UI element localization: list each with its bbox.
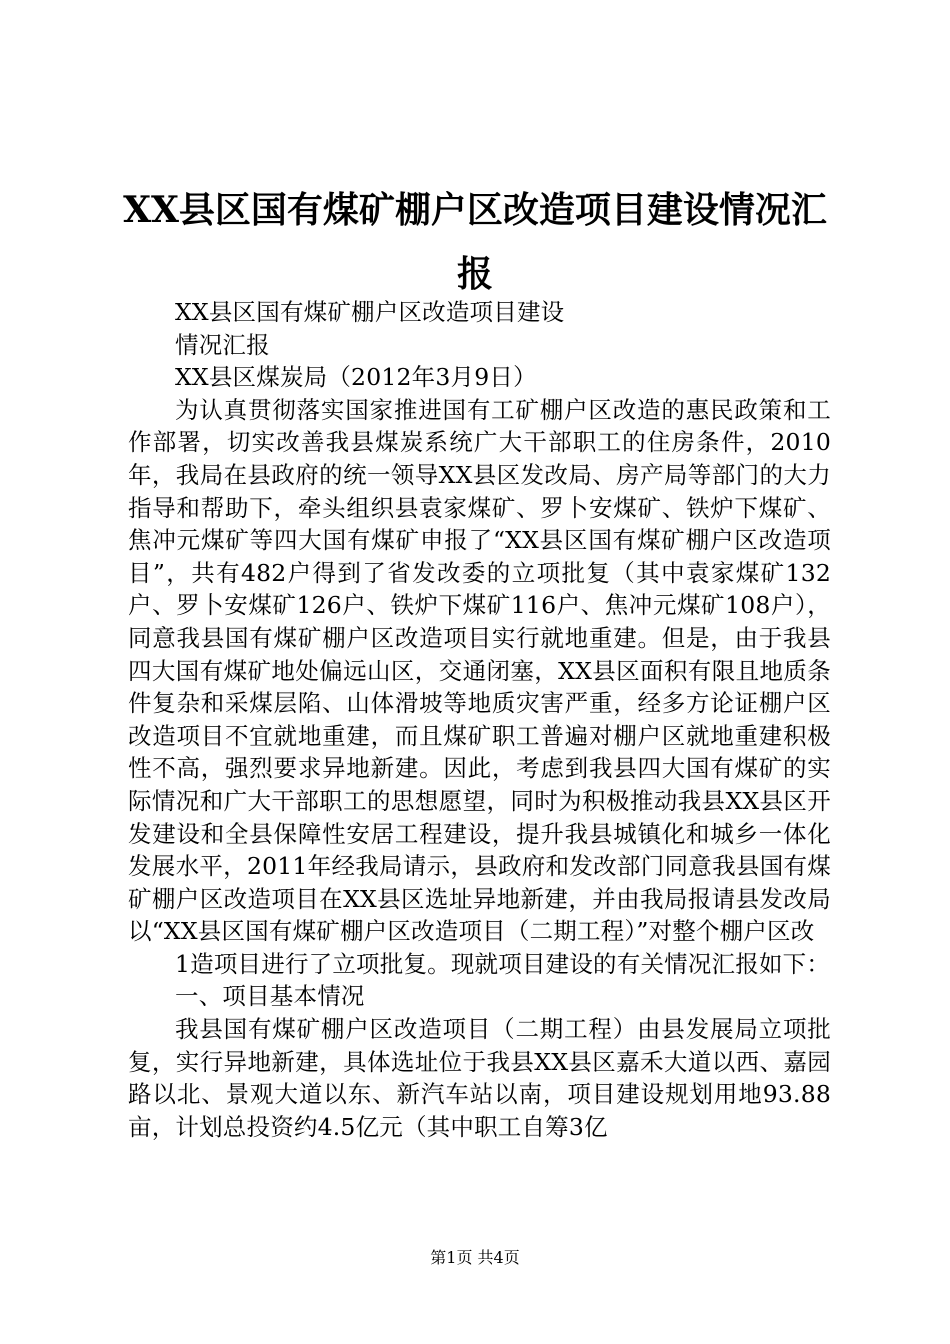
page-footer: 第1页 共4页 bbox=[430, 1248, 520, 1267]
paragraph-author-date: XX县区煤炭局（2012年3月9日） bbox=[175, 363, 537, 392]
paragraph-intro-continued: 1造项目进行了立项批复。现就项目建设的有关情况汇报如下： bbox=[175, 949, 831, 978]
paragraph-subtitle-line2: 情况汇报 bbox=[175, 330, 270, 359]
paragraph-basic-info: 我县国有煤矿棚户区改造项目（二期工程）由县发展局立项批复，实行异地新建，具体选址位于我县XX县区嘉禾大道以西、嘉园路以北、景观大道以东、新汽车站以南，项目建设规划用地93.88亩，计划总投资约4.5亿元（其中职工自筹3亿 bbox=[128, 1015, 831, 1141]
paragraph-intro: 为认真贯彻落实国家推进国有工矿棚户区改造的惠民政策和工作部署，切实改善我县煤炭系统广大干部职工的住房条件，2010年，我局在县政府的统一领导XX县区发改局、房产局等部门的大力指导和帮助下，牵头组织县袁家煤矿、罗卜安煤矿、铁炉下煤矿、焦冲元煤矿等四大国有煤矿申报了“XX县区国有煤矿棚户区改造项目”，共有482户得到了省发改委的立项批复（其中袁家煤矿132户、罗卜安煤矿126户、铁炉下煤矿116户、焦冲元煤矿108户），同意我县国有煤矿棚户区改造项目实行就地重建。但是，由于我县四大国有煤矿地处偏远山区，交通闭塞，XX县区面积有限且地质条件复杂和采煤层陷、山体滑坡等地质灾害严重，经多方论证棚户区改造项目不宜就地重建，而且煤矿职工普遍对棚户区就地重建积极性不高，强烈要求异地新建。因此，考虑到我县四大国有煤矿的实际情况和广大干部职工的思想愿望，同时为积极推动我县XX县区开发建设和全县保障性安居工程建设，提升我县城镇化和城乡一体化发展水平，2011年经我局请示，县政府和发改部门同意我县国有煤矿棚户区改造项目在XX县区选址异地新建，并由我局报请县发改局以“XX县区国有煤矿棚户区改造项目（二期工程）”对整个棚户区改 bbox=[128, 395, 831, 946]
paragraph-subtitle-line1: XX县区国有煤矿棚户区改造项目建设 bbox=[175, 298, 565, 326]
document-title: XX县区国有煤矿棚户区改造项目建设情况汇报 bbox=[123, 189, 827, 295]
section-heading-basic-info: 一、项目基本情况 bbox=[175, 982, 365, 1011]
document-body bbox=[128, 296, 831, 1143]
